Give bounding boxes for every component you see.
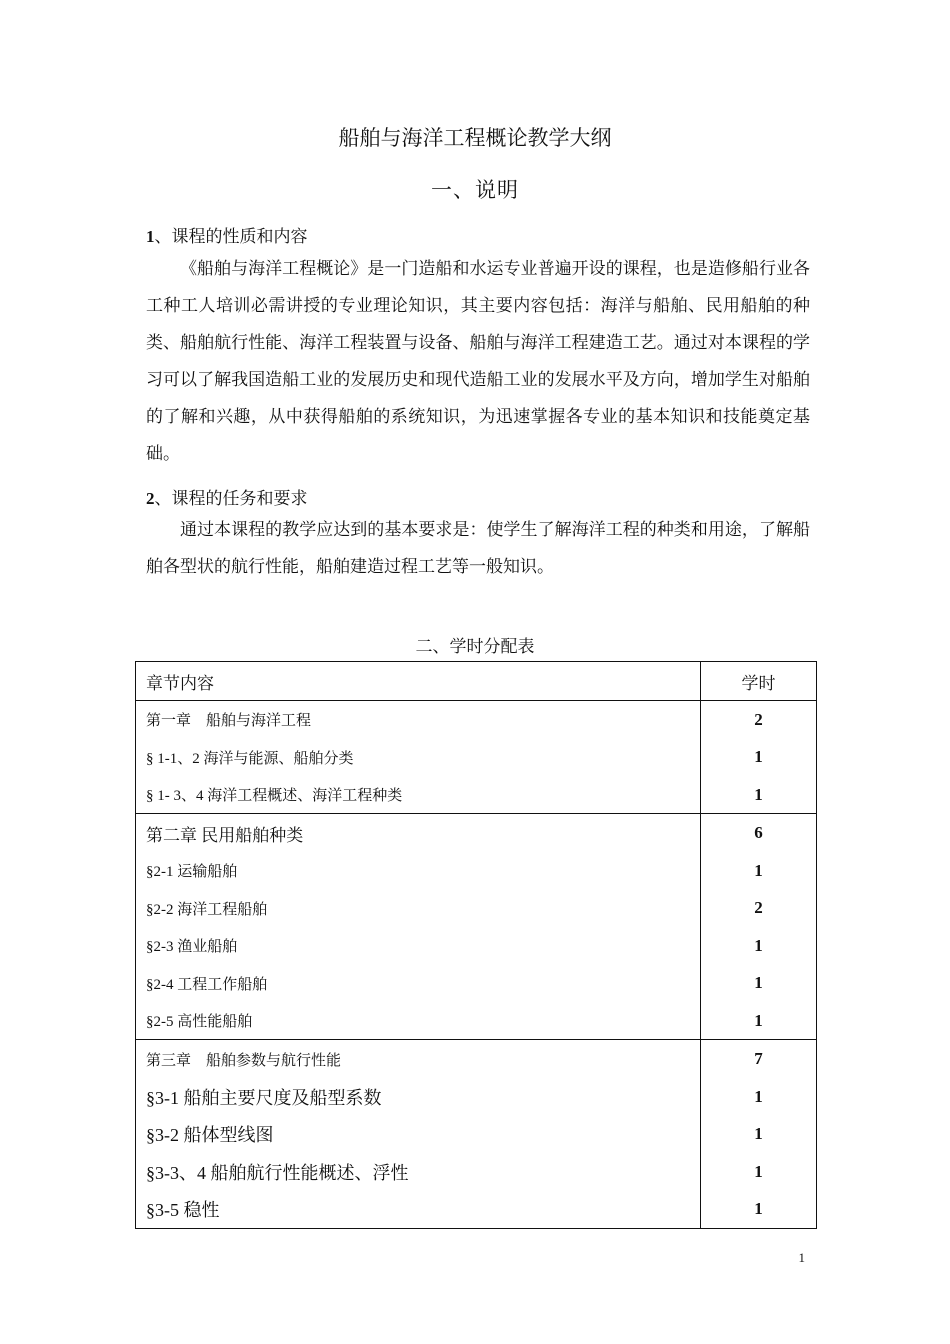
hours-cell: 1	[701, 738, 817, 776]
chapter-content-cell: §2-2 海洋工程船舶	[136, 889, 701, 927]
subsection-heading-nature	[146, 222, 308, 247]
table-header-row	[136, 662, 817, 701]
subsection-text: 、课程的任务和要求	[154, 489, 308, 509]
hours-cell: 1	[701, 964, 817, 1002]
table-row	[136, 1115, 817, 1153]
chapter-content-cell: §3-3、4 船舶航行性能概述、浮性	[136, 1153, 701, 1190]
hours-cell: 1	[701, 1002, 817, 1040]
hours-cell: 6	[701, 814, 817, 853]
paragraph-course-tasks	[146, 512, 810, 586]
subsection-heading-tasks	[146, 484, 308, 509]
hours-cell: 7	[701, 1040, 817, 1079]
hours-cell: 1	[701, 927, 817, 964]
table-row	[136, 776, 817, 814]
hours-cell: 2	[701, 701, 817, 739]
table-row	[136, 852, 817, 889]
subsection-number: 1	[146, 227, 155, 246]
table-row	[136, 964, 817, 1002]
table-row	[136, 1002, 817, 1040]
chapter-content-cell: 第一章 船舶与海洋工程	[136, 701, 701, 739]
hours-cell: 2	[701, 889, 817, 927]
chapter-content-cell: §2-3 渔业船舶	[136, 927, 701, 964]
table-row	[136, 814, 817, 853]
chapter-content-cell: §2-4 工程工作船舶	[136, 964, 701, 1002]
table-row	[136, 738, 817, 776]
hours-allocation-table	[135, 661, 817, 1229]
chapter-content-cell: §2-5 高性能船舶	[136, 1002, 701, 1040]
document-title: 船舶与海洋工程概论教学大纲	[338, 126, 612, 150]
chapter-content-cell: §2-1 运输船舶	[136, 852, 701, 889]
hours-cell: 1	[701, 776, 817, 814]
header-hours: 学时	[701, 662, 817, 701]
hours-cell: 1	[701, 1190, 817, 1229]
chapter-content-cell: §3-2 船体型线图	[136, 1115, 701, 1153]
paragraph-text: 《船舶与海洋工程概论》是一门造船和水运专业普遍开设的课程，也是造修船行业各工种工人培训必需讲授的专业理论知识，其主要内容包括：海洋与船舶、民用船舶的种类、船舶航行性能、海洋工程装置与设备、船舶与海洋工程建造工艺。通过对本课程的学习可以了解我国造船工业的发展历史和现代造船工业的发展水平及方向，增加学生对船舶的了解和兴趣，从中获得船舶的系统知识，为迅速掌握各专业的基本知识和技能奠定基础。	[146, 259, 810, 464]
subsection-number: 2	[146, 489, 155, 508]
paragraph-text: 通过本课程的教学应达到的基本要求是：使学生了解海洋工程的种类和用途，了解船舶各型状的航行性能，船舶建造过程工艺等一般知识。	[146, 520, 810, 577]
table-row	[136, 701, 817, 739]
chapter-content-cell: § 1-1、2 海洋与能源、船舶分类	[136, 738, 701, 776]
hours-cell: 1	[701, 852, 817, 889]
header-chapter-content: 章节内容	[136, 662, 701, 701]
table-row	[136, 1190, 817, 1229]
hours-cell: 1	[701, 1153, 817, 1190]
section-heading-explanation: 一、说明	[431, 178, 519, 202]
table-row	[136, 1040, 817, 1079]
table-row	[136, 927, 817, 964]
chapter-content-cell: 第三章 船舶参数与航行性能	[136, 1040, 701, 1079]
paragraph-course-nature	[146, 251, 810, 473]
page-number: 1	[798, 1250, 805, 1265]
chapter-content-cell: § 1- 3、4 海洋工程概述、海洋工程种类	[136, 776, 701, 814]
table-row	[136, 1153, 817, 1190]
hours-cell: 1	[701, 1078, 817, 1115]
chapter-content-cell: §3-1 船舶主要尺度及船型系数	[136, 1078, 701, 1115]
hours-cell: 1	[701, 1115, 817, 1153]
subsection-text: 、课程的性质和内容	[154, 227, 308, 247]
table-row	[136, 1078, 817, 1115]
chapter-content-cell: §3-5 稳性	[136, 1190, 701, 1229]
chapter-content-cell: 第二章 民用船舶种类	[136, 814, 701, 853]
table-row	[136, 889, 817, 927]
section-heading-hours: 二、学时分配表	[415, 637, 535, 657]
